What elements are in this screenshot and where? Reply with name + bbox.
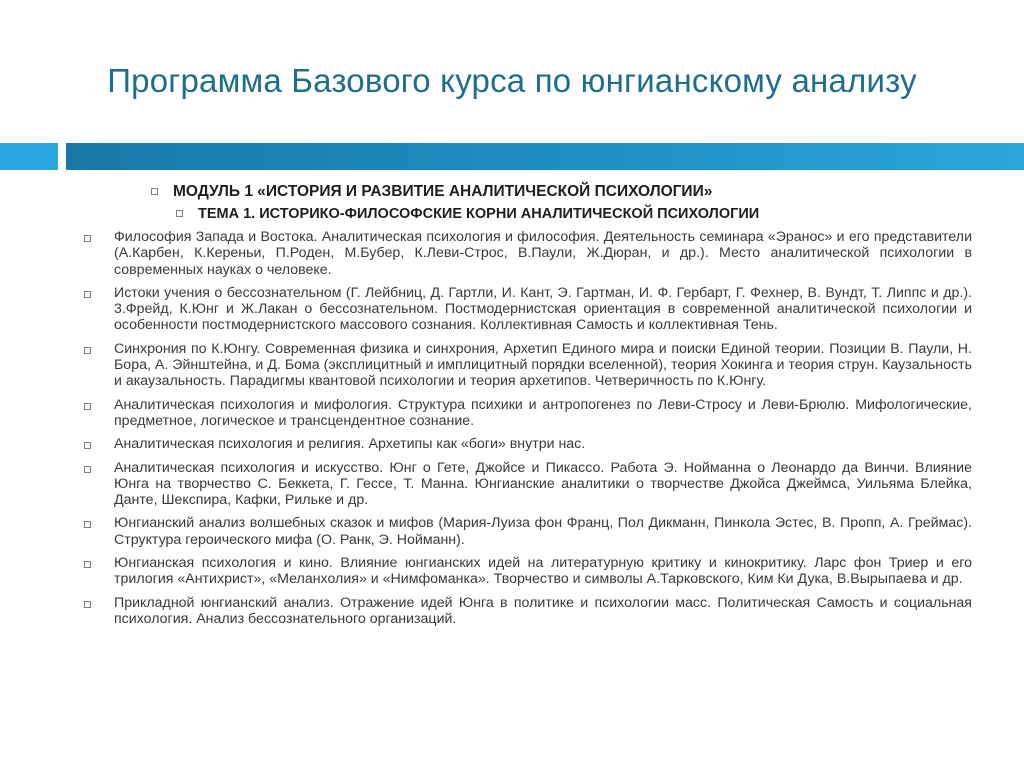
hollow-square-bullet-icon [84,235,91,242]
topic-heading [198,203,972,225]
list-item-text: Аналитическая психология и искусство. Юнг о Гете, Джойсе и Пикассо. Работа Э. Нойманна о Леонардо да Винчи. Влияние Юнга на творчество С. Беккета, Г. Гессе, Т. Манна. Юнгианские аналитики о творчестве Джойса Джеймса, Уильяма Блейка, Данте, Шекспира, Кафки, Рильке и др. [114,459,972,509]
hollow-square-bullet-icon [84,466,91,473]
list-item [80,285,972,334]
list-item-text: Юнгианская психология и кино. Влияние юнгианских идей на литературную критику и кинокритику. Ларс фон Триер и его трилогия «Антихрист», «Меланхолия» и «Нимфоманка». Творчество и символы А.Тарковского, Ким Ки Дука, В.Вырыпаева и др. [114,555,972,588]
hollow-square-bullet-icon [84,561,91,568]
hollow-square-bullet-icon [176,210,183,217]
hollow-square-bullet-icon [84,347,91,354]
content-area [80,181,972,634]
list-item [80,397,972,430]
module-heading-text: МОДУЛЬ 1 «ИСТОРИЯ И РАЗВИТИЕ АНАЛИТИЧЕСКОЙ ПСИХОЛОГИИ» [173,183,713,200]
list-item [80,555,972,588]
hollow-square-bullet-icon [84,403,91,410]
hollow-square-bullet-icon [84,601,91,608]
hollow-square-bullet-icon [151,188,158,195]
module-heading [173,181,972,203]
list-item-text: Аналитическая психология и мифология. Структура психики и антропогенез по Леви-Стросу и Леви-Брюлю. Мифологические, предметное, логическое и трансцендентное сознание. [114,396,972,429]
list-item-text: Философия Запада и Востока. Аналитическая психология и философия. Деятельность семинара «Эранос» и его представители (А.Карбен, К.Кереньи, П.Роден, М.Бубер, К.Леви-Строс, В.Паули, Ж.Дюран, и др.). Место аналитической психологии в современных науках о человеке. [114,229,972,278]
list-item [80,515,972,548]
list-item-text: Синхрония по К.Юнгу. Современная физика и синхрония, Архетип Единого мира и поиски Единой теории. Позиции В. Паули, Н. Бора, А. Эйнштейна, и Д. Бома (эксплицитный и имплицитный порядки вселенной), теория Хокинга и теория струн. Каузальность и акаузальность. Парадигмы квантовой психологии и теория архетипов. Четверичность по К.Юнгу. [114,340,972,390]
list-item-text: Прикладной юнгианский анализ. Отражение идей Юнга в политике и психологии масс. Политическая Самость и социальная психология. Анализ бессознательного организаций. [114,594,972,627]
accent-bar [66,143,1024,170]
hollow-square-bullet-icon [84,291,91,298]
hollow-square-bullet-icon [84,521,91,528]
list-item [80,460,972,509]
list-item-text: Аналитическая психология и религия. Архетипы как «боги» внутри нас. [114,436,586,453]
list-item [80,436,972,452]
hollow-square-bullet-icon [84,442,91,449]
slide-title: Программа Базового курса по юнгианскому анализу [107,62,917,99]
accent-block [0,143,58,170]
topic-list [80,229,972,627]
list-item-text: Истоки учения о бессознательном (Г. Лейбниц, Д. Гартли, И. Кант, Э. Гартман, И. Ф. Гербарт, Г. Фехнер, В. Вундт, Т. Липпс и др.). 3.Фрейд, К.Юнг и Ж.Лакан о бессознательном. Постмодернистская ориентация в современной аналитической психологии и особенности постмодернистского массового сознания. Коллективная Самость и коллективная Тень. [114,284,972,334]
list-item [80,229,972,278]
list-item [80,341,972,390]
topic-heading-text: ТЕМА 1. ИСТОРИКО-ФИЛОСОФСКИЕ КОРНИ АНАЛИТИЧЕСКОЙ ПСИХОЛОГИИ [198,206,760,222]
list-item [80,595,972,628]
list-item-text: Юнгианский анализ волшебных сказок и мифов (Мария-Луиза фон Франц, Пол Дикманн, Пинкола Эстес, В. Пропп, А. Греймас). Структура героического мифа (О. Ранк, Э. Нойманн). [114,515,972,548]
